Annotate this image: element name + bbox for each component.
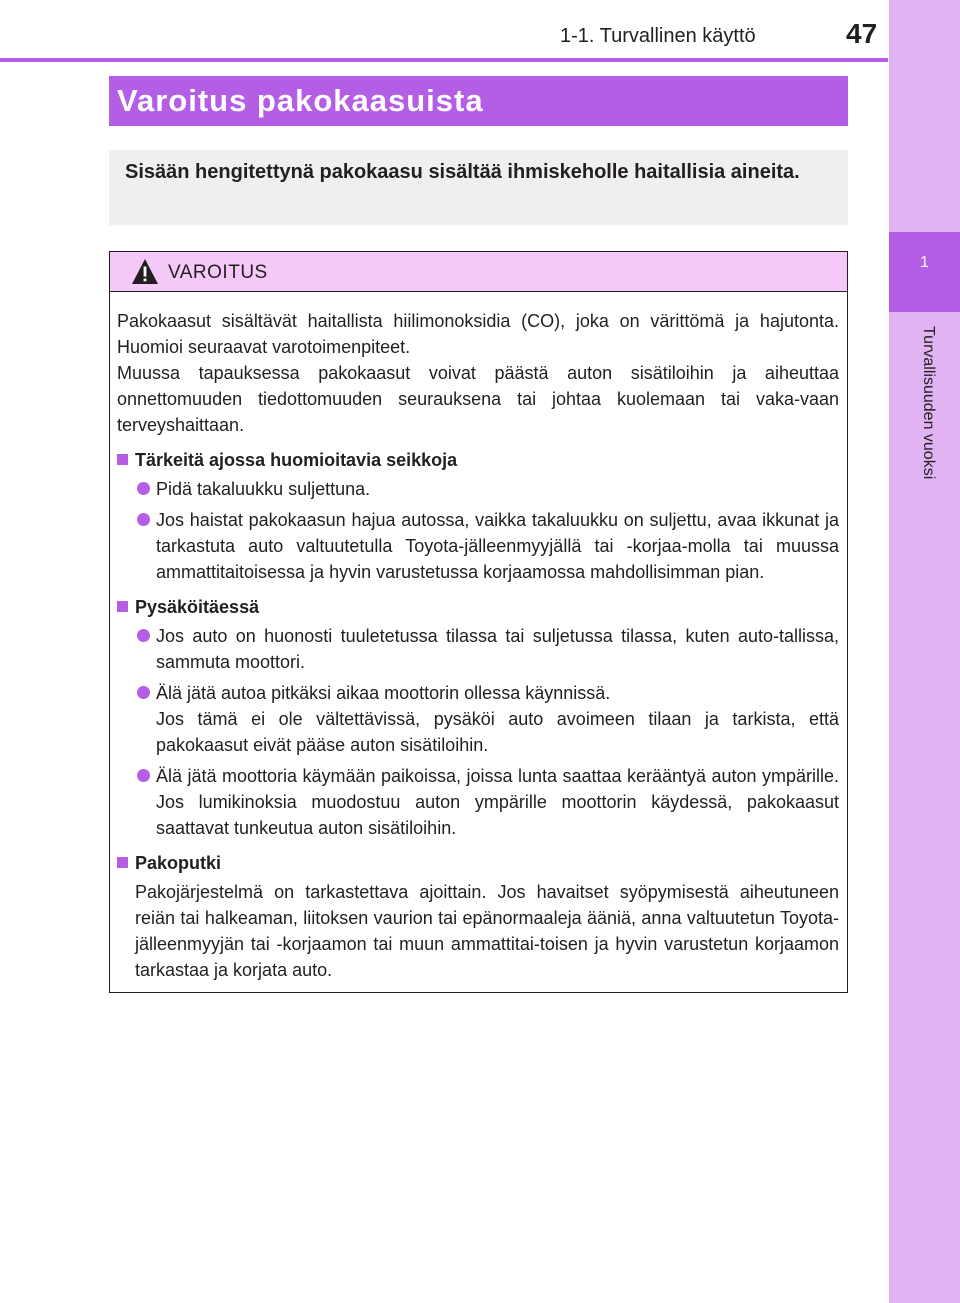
section-text: Pakojärjestelmä on tarkastettava ajoittain. Jos havaitset syöpymisestä aiheutuneen reiän tai halkeaman, liitoksen vaurion tai epänormaaleja ääniä, anna valtuutetun Toyota-jälleenmyyjän tai -korjaamon tai muun ammattitai-toisen ja hyvin varustetun korjaamon tarkastaa ja korjata auto. [135, 882, 839, 980]
list-item-text: Älä jätä autoa pitkäksi aikaa moottorin ollessa käynnissä. [156, 683, 611, 703]
chapter-side-tab [889, 0, 960, 1303]
list-item-text: Jos haistat pakokaasun hajua autossa, vaikka takaluukku on suljettu, avaa ikkunat ja tarkastuta auto valtuutetulla Toyota-jälleenmyyjällä tai -korjaa-molla tai muussa ammattitaitoisessa ja hyvin varustetussa korjaamossa mahdollisimman pian. [156, 510, 839, 582]
round-bullet-icon [137, 769, 150, 782]
warning-box [109, 251, 848, 993]
warning-label: VAROITUS [168, 262, 268, 283]
page-number: 47 [846, 18, 878, 49]
section-parking [117, 594, 839, 841]
section-driving [117, 447, 839, 585]
square-bullet-icon [117, 857, 128, 868]
round-bullet-icon [137, 513, 150, 526]
warning-body [117, 308, 839, 983]
header-rule [0, 58, 888, 62]
list-item-text: Pidä takaluukku suljettuna. [156, 479, 371, 499]
chapter-number-block [889, 232, 960, 312]
round-bullet-icon [137, 629, 150, 642]
section-heading-text: Pakoputki [135, 853, 222, 873]
page-title: Varoitus pakokaasuista [109, 76, 848, 126]
section-exhaust-pipe [117, 850, 839, 983]
section-heading [117, 447, 839, 473]
warning-paragraph-2: Muussa tapauksessa pakokaasut voivat päästä auton sisätiloihin ja aiheuttaa onnettomuuden tiedottomuuden seurauksena tai johtaa kuolemaan tai vaka-vaan terveyshaittaan. [117, 363, 839, 435]
list-item [117, 623, 839, 675]
warning-header [110, 252, 847, 292]
list-item-text-continued: Jos tämä ei ole vältettävissä, pysäköi auto avoimeen tilaan ja tarkista, että pakokaasut eivät pääse auton sisätiloihin. [156, 709, 839, 755]
section-heading [117, 594, 839, 620]
intro-text: Sisään hengitettynä pakokaasu sisältää ihmiskeholle haitallisia aineita. [109, 150, 848, 225]
warning-paragraph-1: Pakokaasut sisältävät haitallista hiilimonoksidia (CO), joka on värittömä ja hajutonta. Huomioi seuraavat varotoimenpiteet. [117, 311, 839, 357]
section-heading-text: Pysäköitäessä [135, 597, 260, 617]
list-item [117, 476, 839, 502]
square-bullet-icon [117, 601, 128, 612]
square-bullet-icon [117, 454, 128, 465]
section-heading-text: Tärkeitä ajossa huomioitavia seikkoja [135, 450, 458, 470]
chapter-number: 1 [920, 254, 929, 271]
list-item [117, 507, 839, 585]
round-bullet-icon [137, 686, 150, 699]
list-item-text: Jos auto on huonosti tuuletetussa tilassa tai suljetussa tilassa, kuten auto-tallissa, sammuta moottori. [156, 626, 839, 672]
warning-triangle-icon [130, 257, 160, 287]
round-bullet-icon [137, 482, 150, 495]
warning-paragraph [117, 308, 839, 438]
section-reference: 1-1. Turvallinen käyttö [560, 25, 756, 47]
chapter-title: Turvallisuuden vuoksi [920, 326, 937, 480]
list-item-text: Älä jätä moottoria käymään paikoissa, joissa lunta saattaa kerääntyä auton ympärille. Jos lumikinoksia muodostuu auton ympärille moottorin käydessä, pakokaasut saattavat tunkeutua auton sisätiloihin. [156, 766, 839, 838]
list-item [117, 680, 839, 758]
section-heading [117, 850, 839, 876]
list-item [117, 763, 839, 841]
